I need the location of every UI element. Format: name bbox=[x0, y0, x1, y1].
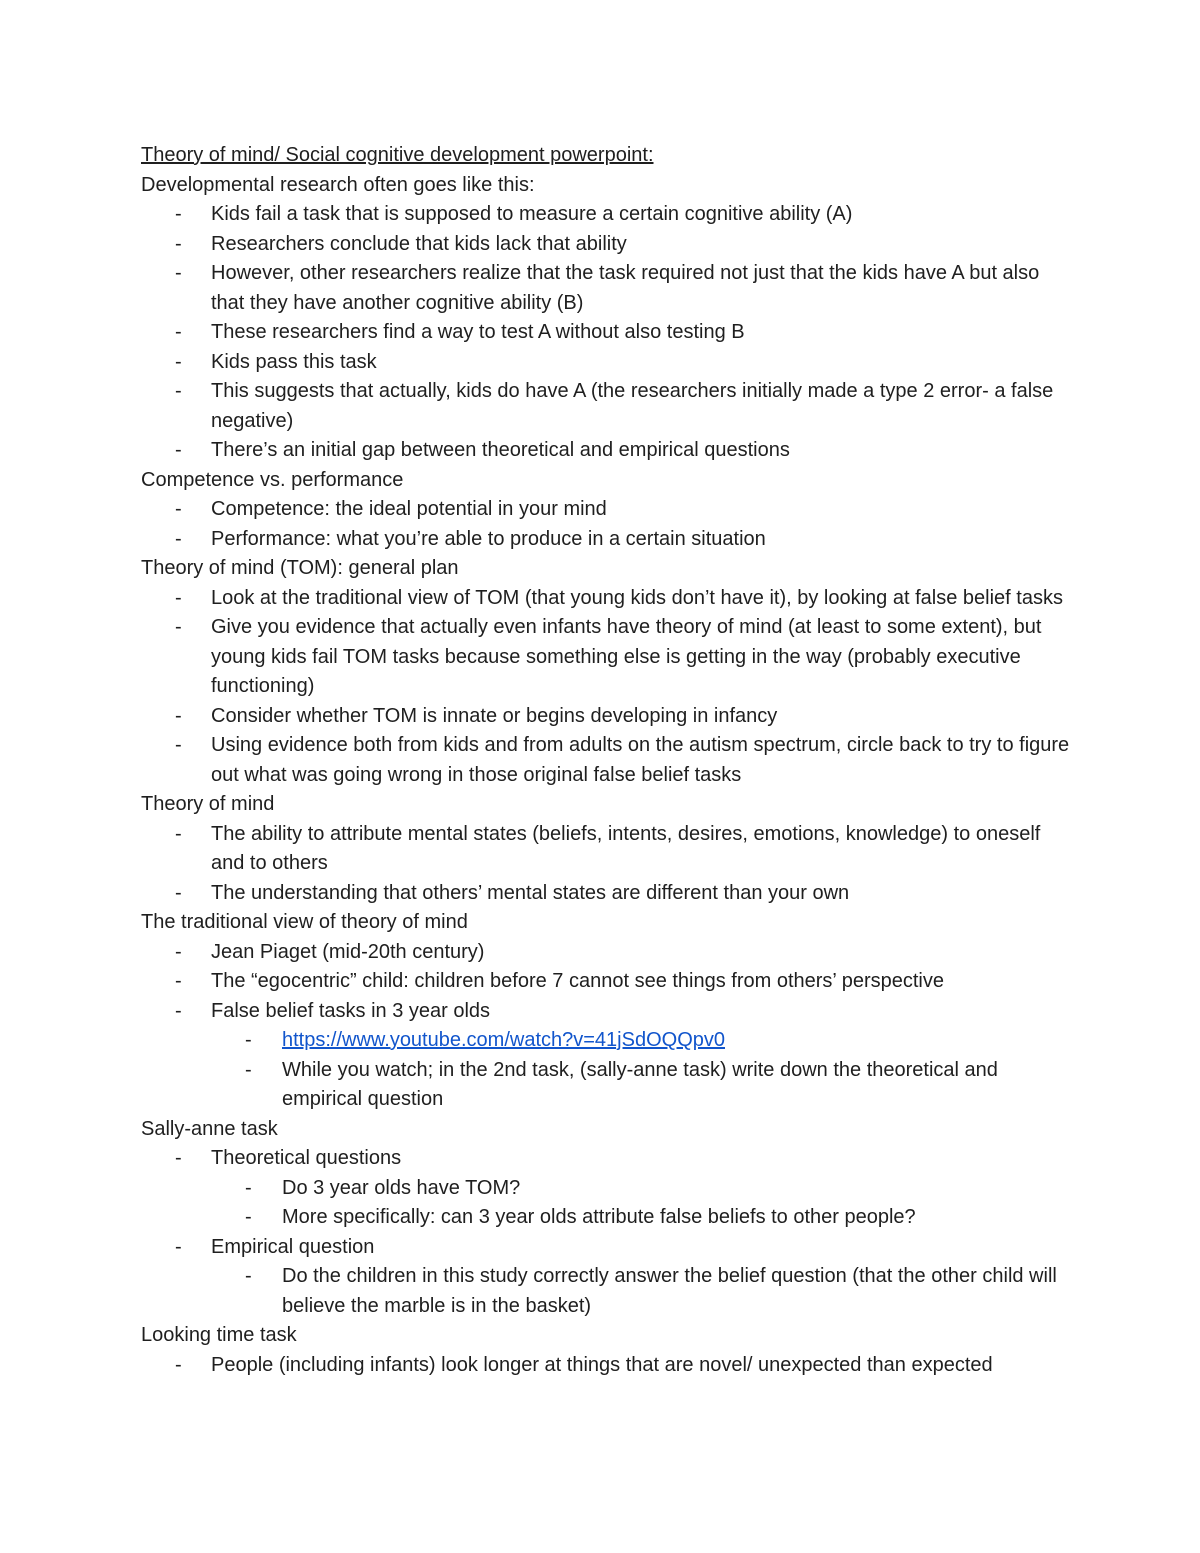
list-item: - These researchers find a way to test A without also testing B bbox=[141, 318, 1071, 348]
list-item: - Do 3 year olds have TOM? bbox=[141, 1174, 1071, 1204]
traditional-sublist bbox=[141, 1026, 1071, 1115]
bullet-dash: - bbox=[175, 616, 182, 638]
bullet-dash: - bbox=[175, 999, 182, 1022]
competence-list bbox=[141, 495, 1071, 554]
bullet-dash: - bbox=[175, 1353, 182, 1376]
bullet-dash: - bbox=[245, 1058, 252, 1081]
list-item: - Researchers conclude that kids lack that ability bbox=[141, 230, 1071, 260]
sally-empirical-list bbox=[141, 1233, 1071, 1263]
bullet-dash: - bbox=[175, 734, 182, 756]
list-item: - The understanding that others’ mental states are different than your own bbox=[141, 879, 1071, 909]
list-item: - More specifically: can 3 year olds attribute false beliefs to other people? bbox=[141, 1203, 1071, 1233]
bullet-dash: - bbox=[175, 970, 182, 992]
bullet-dash: - bbox=[175, 203, 182, 225]
bullet-dash: - bbox=[175, 232, 182, 255]
list-item: - While you watch; in the 2nd task, (sally-anne task) write down the theoretical and empirical question bbox=[141, 1056, 1071, 1115]
list-item: - Empirical question bbox=[141, 1233, 1071, 1263]
list-item: - There’s an initial gap between theoretical and empirical questions bbox=[141, 436, 1071, 466]
bullet-dash: - bbox=[175, 262, 182, 284]
list-item: - Kids fail a task that is supposed to measure a certain cognitive ability (A) bbox=[141, 200, 1071, 230]
list-item: - False belief tasks in 3 year olds bbox=[141, 997, 1071, 1027]
list-item: - Consider whether TOM is innate or begins developing in infancy bbox=[141, 702, 1071, 732]
bullet-dash: - bbox=[245, 1265, 252, 1287]
bullet-dash: - bbox=[175, 321, 182, 343]
tom-list bbox=[141, 820, 1071, 909]
list-item: - The ability to attribute mental states (beliefs, intents, desires, emotions, knowledge) to oneself and to others bbox=[141, 820, 1071, 879]
list-item: - Give you evidence that actually even infants have theory of mind (at least to some extent), but young kids fail TOM tasks because something else is getting in the way (probably executive functioning) bbox=[141, 613, 1071, 702]
bullet-dash: - bbox=[175, 940, 182, 963]
section-heading-competence: Competence vs. performance bbox=[141, 468, 404, 491]
bullet-dash: - bbox=[175, 881, 182, 904]
bullet-dash: - bbox=[175, 527, 182, 550]
list-item: - Kids pass this task bbox=[141, 348, 1071, 378]
bullet-dash: - bbox=[175, 498, 182, 520]
list-item: - Theoretical questions bbox=[141, 1144, 1071, 1174]
list-item: - However, other researchers realize that the task required not just that the kids have A but also that they have another cognitive ability (B) bbox=[141, 259, 1071, 318]
bullet-dash: - bbox=[175, 822, 182, 845]
bullet-dash: - bbox=[175, 1235, 182, 1258]
sally-theoretical-list bbox=[141, 1144, 1071, 1174]
bullet-dash: - bbox=[245, 1176, 252, 1199]
list-item: - This suggests that actually, kids do have A (the researchers initially made a type 2 error- a false negative) bbox=[141, 377, 1071, 436]
list-item: - Performance: what you’re able to produce in a certain situation bbox=[141, 525, 1071, 555]
bullet-dash: - bbox=[175, 586, 182, 609]
sally-empirical-sublist bbox=[141, 1262, 1071, 1321]
bullet-dash: - bbox=[245, 1206, 252, 1228]
section-heading-tom: Theory of mind bbox=[141, 793, 275, 815]
section-heading-looking: Looking time task bbox=[141, 1324, 297, 1346]
traditional-list bbox=[141, 938, 1071, 1027]
bullet-dash: - bbox=[175, 380, 182, 402]
list-item: - People (including infants) look longer at things that are novel/ unexpected than expected bbox=[141, 1351, 1071, 1381]
bullet-dash: - bbox=[175, 1147, 182, 1169]
bullet-dash: - bbox=[175, 704, 182, 727]
list-item: - Look at the traditional view of TOM (that young kids don’t have it), by looking at false belief tasks bbox=[141, 584, 1071, 614]
section-heading-tom-plan: Theory of mind (TOM): general plan bbox=[141, 557, 459, 579]
section-heading-sally: Sally-anne task bbox=[141, 1117, 278, 1140]
bullet-dash: - bbox=[245, 1029, 252, 1051]
document-title: Theory of mind/ Social cognitive development powerpoint: bbox=[141, 144, 654, 166]
bullet-dash: - bbox=[175, 439, 182, 461]
section-heading-traditional: The traditional view of theory of mind bbox=[141, 911, 468, 933]
list-item: - Jean Piaget (mid-20th century) bbox=[141, 938, 1071, 968]
list-item: - Competence: the ideal potential in your mind bbox=[141, 495, 1071, 525]
looking-list bbox=[141, 1351, 1071, 1381]
section-heading-research: Developmental research often goes like this: bbox=[141, 173, 535, 196]
bullet-dash: - bbox=[175, 350, 182, 373]
list-item: - The “egocentric” child: children before 7 cannot see things from others’ perspective bbox=[141, 967, 1071, 997]
sally-theoretical-sublist bbox=[141, 1174, 1071, 1233]
list-item: - Using evidence both from kids and from adults on the autism spectrum, circle back to try to figure out what was going wrong in those original false belief tasks bbox=[141, 731, 1071, 790]
document-body bbox=[141, 141, 1071, 1380]
youtube-link[interactable]: https://www.youtube.com/watch?v=41jSdOQQpv0 bbox=[282, 1029, 725, 1051]
list-item: - Do the children in this study correctly answer the belief question (that the other child will believe the marble is in the basket) bbox=[141, 1262, 1071, 1321]
tom-plan-list bbox=[141, 584, 1071, 791]
research-list bbox=[141, 200, 1071, 466]
list-item bbox=[141, 1026, 1071, 1056]
